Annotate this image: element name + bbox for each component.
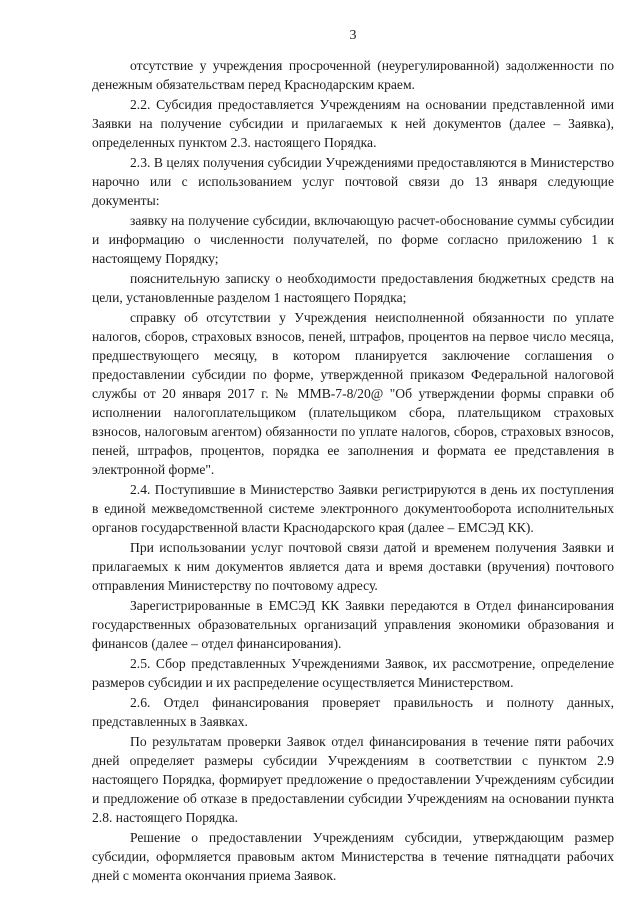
paragraph: отсутствие у учреждения просроченной (неурегулированной) задолженности по денежным обязательствам перед Краснодарским краем.	[92, 58, 614, 92]
paragraph: Решение о предоставлении Учреждениям субсидии, утверждающим размер субсидии, оформляется правовым актом Министерства в течение пятнадцати рабочих дней с момента окончания приема Заявок.	[92, 830, 614, 883]
paragraph: пояснительную записку о необходимости предоставления бюджетных средств на цели, установленные разделом 1 настоящего Порядка;	[92, 271, 614, 305]
paragraph: 2.4. Поступившие в Министерство Заявки регистрируются в день их поступления в единой межведомственной системе электронного документооборота исполнительных органов государственной власти Краснодарского края (далее – ЕМСЭД КК).	[92, 482, 614, 535]
paragraph: 2.5. Сбор представленных Учреждениями Заявок, их рассмотрение, определение размеров субсидии и их распределение осуществляется Министерством.	[92, 656, 614, 690]
paragraph: 2.6. Отдел финансирования проверяет правильность и полноту данных, представленных в Заявках.	[92, 695, 614, 729]
paragraph: 2.3. В целях получения субсидии Учреждениями предоставляются в Министерство нарочно или с использованием услуг почтовой связи до 13 января следующие документы:	[92, 155, 614, 208]
paragraph: справку об отсутствии у Учреждения неисполненной обязанности по уплате налогов, сборов, страховых взносов, пеней, штрафов, процентов на первое число месяца, предшествующего месяцу, в котором планируется заключение соглашения о предоставлении субсидии по форме, утвержденной приказом Федеральной налоговой службы от 20 января 2017 г. № ММВ-7-8/20@ "Об утверждении формы справки об исполнении налогоплательщиком (плательщиком сбора, плательщиком страховых взносов, налоговым агентом) обязанности по уплате налогов, сборов, страховых взносов, пеней, штрафов, процентов, порядка ее заполнения и формата ее представления в электронной форме".	[92, 310, 614, 477]
paragraph: По результатам проверки Заявок отдел финансирования в течение пяти рабочих дней определяет размеры субсидии Учреждениям в соответствии с пунктом 2.9 настоящего Порядка, формирует предложение о предоставлении Учреждениям субсидии и предложение об отказе в предоставлении субсидии Учреждениям на основании пункта 2.8. настоящего Порядка.	[92, 734, 614, 825]
paragraph: 2.2. Субсидия предоставляется Учреждениям на основании представленной ими Заявки на получение субсидии и прилагаемых к ней документов (далее – Заявка), определенных пунктом 2.3. настоящего Порядка.	[92, 97, 614, 150]
paragraph: заявку на получение субсидии, включающую расчет-обоснование суммы субсидии и информацию о численности получателей, по форме согласно приложению 1 к настоящему Порядку;	[92, 213, 614, 266]
document-body	[92, 56, 614, 885]
page-number: 3	[349, 28, 357, 43]
paragraph: При использовании услуг почтовой связи датой и временем получения Заявки и прилагаемых к ним документов является дата и время доставки (вручения) почтового отправления Министерству по почтовому адресу.	[92, 540, 614, 593]
paragraph: Зарегистрированные в ЕМСЭД КК Заявки передаются в Отдел финансирования государственных образовательных организаций управления экономики образования и финансов (далее – отдел финансирования).	[92, 598, 614, 651]
